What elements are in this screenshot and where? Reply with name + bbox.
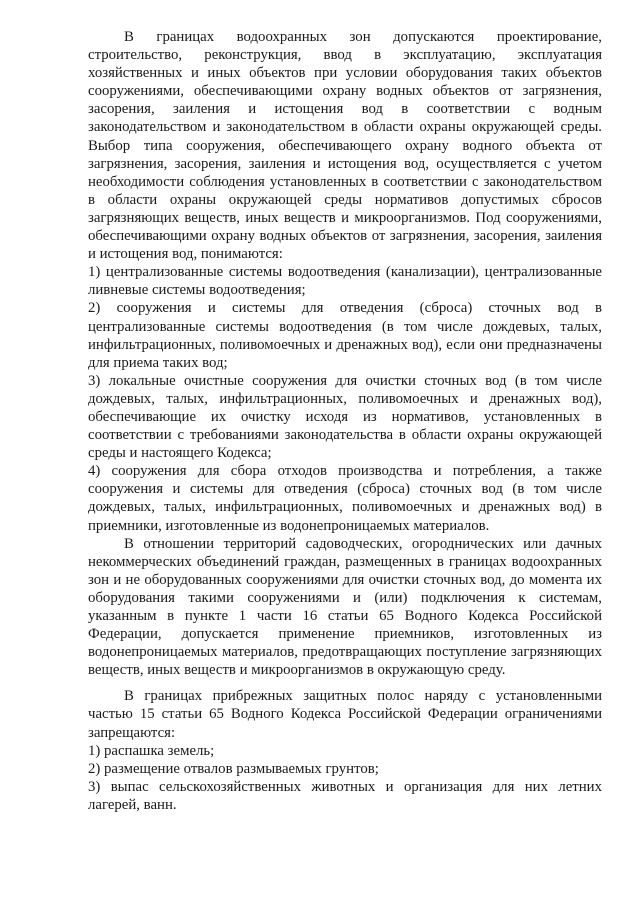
list-item-drainage-structures: 2) сооружения и системы для отведения (сброса) сточных вод в централизованные системы водоотведения (в том числе дождевых, талых, инфильтрационных, поливомоечных и дренажных вод), если они предназначены для приема таких вод; [88, 300, 602, 371]
list-item-centralized-systems: 1) централизованные системы водоотведения (канализации), централизованные ливневые системы водоотведения; [88, 264, 602, 299]
paragraph-coastal-strips: В границах прибрежных защитных полос наряду с установленными частью 15 статьи 65 Водного Кодекса Российской Федерации ограничениями запрещаются: [88, 688, 602, 741]
list-item-waste-collection: 4) сооружения для сбора отходов производства и потребления, а также сооружения и системы для отведения (сброса) сточных вод (в том числе дождевых, талых, инфильтрационных, поливомоечных и дренажных вод) в приемники, изготовленные из водонепроницаемых материалов. [88, 463, 602, 534]
paragraph-water-protection-zones: В границах водоохранных зон допускаются проектирование, строительство, реконструкция, ввод в эксплуатацию, эксплуатация хозяйственных и иных объектов при условии оборудования таких объектов сооружениями, обеспечивающими охрану водных объектов от загрязнения, засорения, заиления и истощения вод в соответствии с водным законодательством и законодательством в области охраны окружающей среды. Выбор типа сооружения, обеспечивающего охрану водного объекта от загрязнения, засорения, заиления и истощения вод, осуществляется с учетом необходимости соблюдения установленных в соответствии с законодательством в области охраны окружающей среды нормативов допустимых сбросов загрязняющих веществ, иных веществ и микроорганизмов. Под сооружениями, обеспечивающими охрану водных объектов от загрязнения, засорения, заиления и истощения вод, понимаются: [88, 29, 602, 263]
list-item-grazing: 3) выпас сельскохозяйственных животных и организация для них летних лагерей, ванн. [88, 778, 602, 813]
paragraph-spacer [88, 679, 602, 687]
list-item-local-treatment: 3) локальные очистные сооружения для очистки сточных вод (в том числе дождевых, талых, инфильтрационных, поливомоечных и дренажных вод), обеспечивающие их очистку исходя из нормативов, установленных в соответствии с требованиями законодательства в области охраны окружающей среды и настоящего Кодекса; [88, 372, 602, 462]
document-page [88, 28, 602, 814]
list-item-soil-dumps: 2) размещение отвалов размываемых грунтов; [88, 760, 379, 777]
paragraph-garden-associations: В отношении территорий садоводческих, огороднических или дачных некоммерческих объединений граждан, размещенных в границах водоохранных зон и не оборудованных сооружениями для очистки сточных вод, до момента их оборудования такими сооружениями и (или) подключения к системам, указанным в пункте 1 части 16 статьи 65 Водного Кодекса Российской Федерации, допускается применение приемников, изготовленных из водонепроницаемых материалов, предотвращающих поступление загрязняющих веществ, иных веществ и микроорганизмов в окружающую среду. [88, 535, 602, 679]
list-item-ploughing: 1) распашка земель; [88, 742, 215, 759]
